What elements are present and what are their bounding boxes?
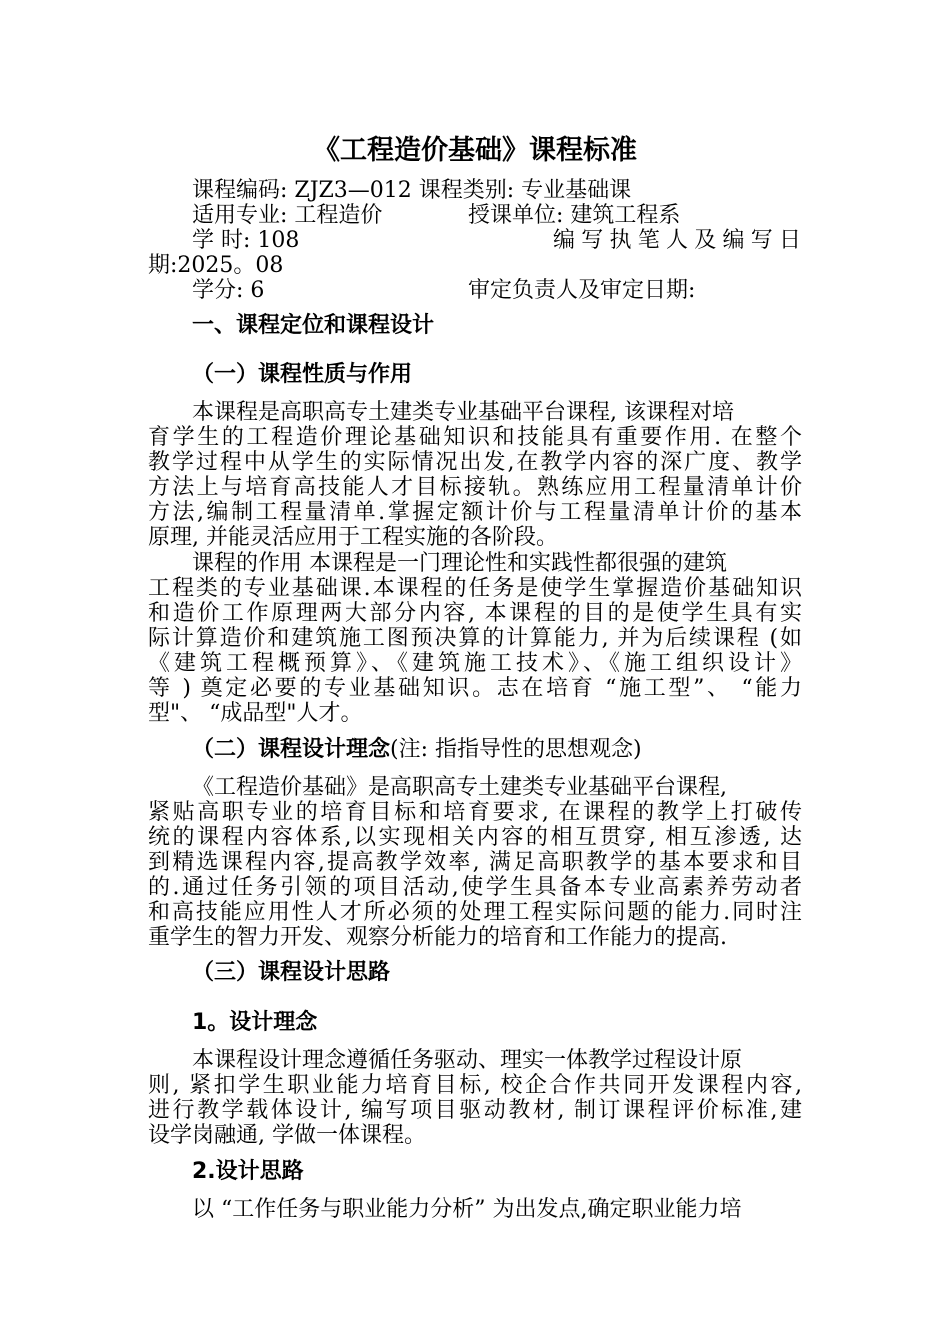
subsection-heading bbox=[192, 737, 642, 763]
course-code-line: 课程编码: ZJZ3—012 课程类别: 专业基础课 bbox=[192, 178, 632, 203]
writer-line: 编写执笔人及编写日 bbox=[553, 228, 801, 253]
subsection-heading: （三）课程设计思路 bbox=[192, 960, 391, 985]
teaching-dept: 授课单位: 建筑工程系 bbox=[468, 203, 681, 228]
paragraph-line: 和高技能应用性人才所必须的处理工程实际问题的能力.同时注 bbox=[148, 900, 802, 925]
paragraph-line: 方法上与培育高技能人才目标接轨。熟练应用工程量清单计价 bbox=[148, 475, 802, 500]
paragraph-line: 型"、 “成品型"人才。 bbox=[148, 701, 363, 726]
paragraph-line: 教学过程中从学生的实际情况出发,在教学内容的深广度、教学 bbox=[148, 450, 802, 475]
paragraph-line: 际计算造价和建筑施工图预决算的计算能力, 并为后续课程 (如 bbox=[148, 626, 802, 651]
reviewer-line: 审定负责人及审定日期: bbox=[468, 278, 696, 303]
paragraph-line: 方法,编制工程量清单.掌握定额计价与工程量清单计价的基本 bbox=[148, 500, 802, 525]
paragraph-line: 设学岗融通, 学做一体课程。 bbox=[148, 1123, 426, 1148]
paragraph-line: 本课程设计理念遵循任务驱动、理实一体教学过程设计原 bbox=[192, 1048, 743, 1073]
paragraph-line: 课程的作用 本课程是一门理论性和实践性都很强的建筑 bbox=[192, 551, 727, 576]
subsection-heading: （一）课程性质与作用 bbox=[192, 362, 413, 387]
major-line: 适用专业: 工程造价 bbox=[192, 203, 383, 228]
paragraph-line: 以 “工作任务与职业能力分析” 为出发点,确定职业能力培 bbox=[192, 1197, 742, 1222]
writer-date: 期:2025。08 bbox=[148, 253, 284, 278]
section-heading: 一、课程定位和课程设计 bbox=[192, 313, 435, 338]
subsubsection-heading: 1。设计理念 bbox=[192, 1010, 318, 1035]
paragraph-line: 原理, 并能灵活应用于工程实施的各阶段。 bbox=[148, 525, 558, 550]
paragraph-line: 则, 紧扣学生职业能力培育目标, 校企合作共同开发课程内容, bbox=[148, 1073, 802, 1098]
subsection-title: （二）课程设计理念 bbox=[192, 737, 391, 762]
paragraph-line: 和造价工作原理两大部分内容, 本课程的目的是使学生具有实 bbox=[148, 601, 802, 626]
paragraph-line: 进行教学载体设计, 编写项目驱动教材, 制订课程评价标准,建 bbox=[148, 1098, 802, 1123]
subsection-note: (注: 指指导性的思想观念) bbox=[390, 737, 642, 762]
paragraph-line: 工程类的专业基础课.本课程的任务是使学生掌握造价基础知识 bbox=[148, 576, 802, 601]
paragraph-line: 紧贴高职专业的培育目标和培育要求, 在课程的教学上打破传 bbox=[148, 800, 802, 825]
paragraph-line: 育学生的工程造价理论基础知识和技能具有重要作用. 在整个 bbox=[148, 425, 802, 450]
paragraph-line: 本课程是高职高专土建类专业基础平台课程, 该课程对培 bbox=[192, 400, 734, 425]
paragraph-line: 统的课程内容体系,以实现相关内容的相互贯穿, 相互渗透, 达 bbox=[148, 825, 802, 850]
paragraph-line: 到精选课程内容,提高教学效率, 满足高职教学的基本要求和目 bbox=[148, 850, 802, 875]
subsubsection-heading: 2.设计思路 bbox=[192, 1159, 304, 1184]
paragraph-line: 的.通过任务引领的项目活动,使学生具备本专业高素养劳动者 bbox=[148, 875, 802, 900]
paragraph-line: 《建筑工程概预算》、《建筑施工技术》、《施工组织设计》 bbox=[148, 651, 802, 676]
paragraph-line: 重学生的智力开发、观察分析能力的培育和工作能力的提高. bbox=[148, 925, 727, 950]
paragraph-line: 《工程造价基础》是高职高专土建类专业基础平台课程, bbox=[192, 775, 727, 800]
hours-line: 学 时: 108 bbox=[192, 228, 300, 253]
credits-line: 学分: 6 bbox=[192, 278, 265, 303]
paragraph-line: 等 ) 奠定必要的专业基础知识。志在培育 “施工型”、 “能力 bbox=[148, 676, 802, 701]
document-title: 《工程造价基础》课程标准 bbox=[313, 135, 637, 166]
